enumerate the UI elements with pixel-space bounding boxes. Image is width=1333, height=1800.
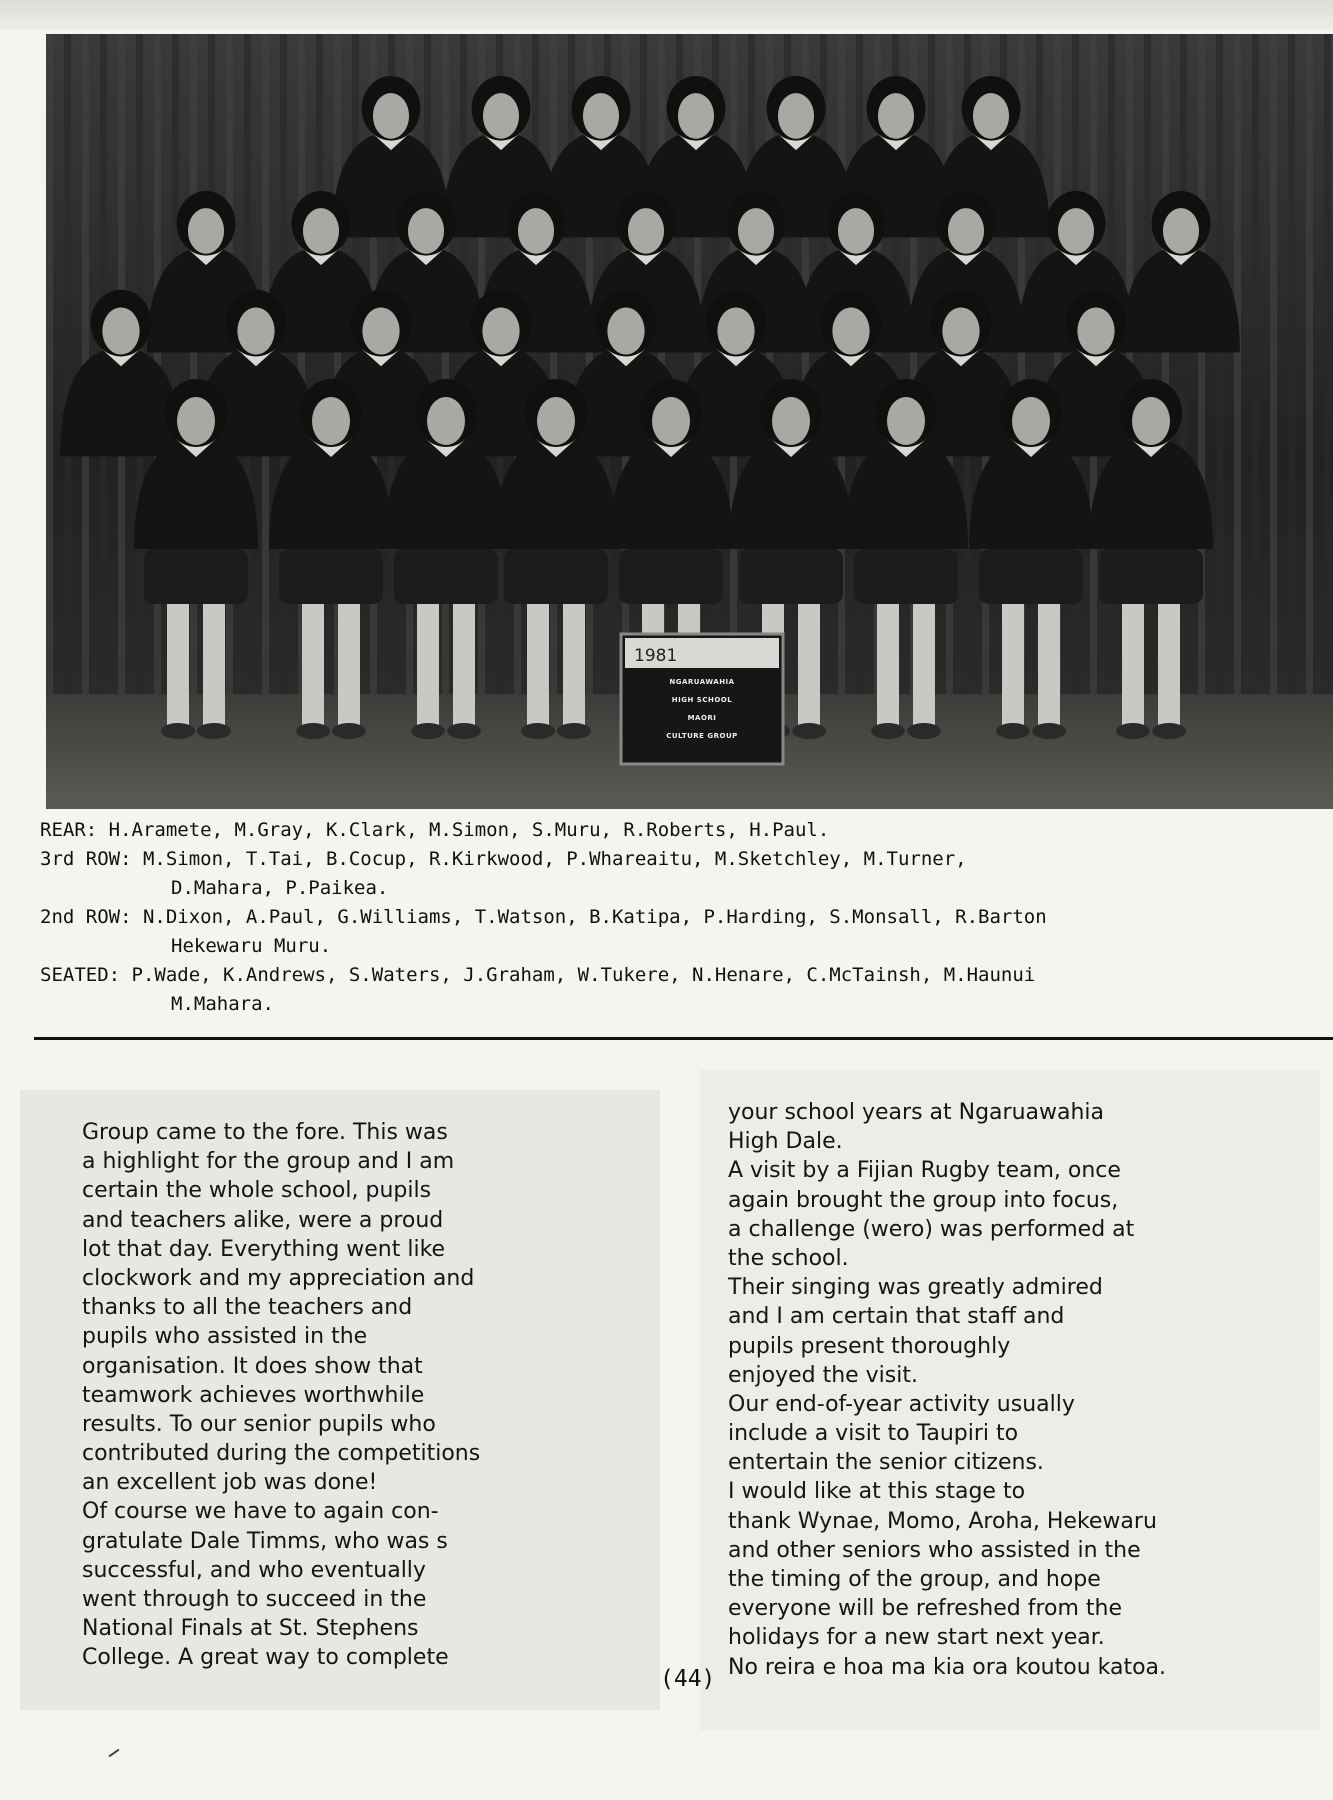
article-line: successful, and who eventually: [82, 1557, 426, 1583]
stray-pen-mark: [109, 1749, 120, 1758]
article-line: enjoyed the visit.: [728, 1362, 918, 1388]
article-line: pupils who assisted in the: [82, 1324, 368, 1350]
article-line: certain the whole school, pupils: [82, 1178, 432, 1204]
article-column-left: [82, 1118, 642, 1673]
article-line: Their singing was greatly admired: [728, 1275, 1103, 1301]
article-line: National Finals at St. Stephens: [82, 1616, 419, 1642]
caption-names: N.Dixon, A.Paul, G.Williams, T.Watson, B.Katipa, P.Harding, S.Monsall, R.Barton: [142, 906, 1047, 928]
caption-label: REAR:: [40, 819, 98, 841]
group-photo-illustration: [46, 34, 1333, 809]
school-sign: [621, 634, 783, 764]
caption-label: 3rd ROW:: [40, 848, 132, 870]
article-line: the school.: [728, 1245, 849, 1271]
article-line: College. A great way to complete: [82, 1645, 449, 1671]
article-line: lot that day. Everything went like: [82, 1236, 446, 1262]
sign-year: 1981: [634, 646, 678, 666]
article-line: thank Wynae, Momo, Aroha, Hekewaru: [728, 1508, 1157, 1534]
article-line: A visit by a Fijian Rugby team, once: [728, 1158, 1121, 1184]
article-line: holidays for a new start next year.: [728, 1625, 1105, 1651]
article-line: teamwork achieves worthwhile: [82, 1382, 425, 1408]
article-line: and other seniors who assisted in the: [728, 1537, 1141, 1563]
article-line: include a visit to Taupiri to: [728, 1421, 1019, 1447]
caption-names-continued: M.Mahara.: [171, 993, 274, 1015]
article-line: I would like at this stage to: [728, 1479, 1026, 1505]
caption-names-continued: Hekewaru Muru.: [171, 935, 332, 957]
article-line: again brought the group into focus,: [728, 1187, 1119, 1213]
article-line: everyone will be refreshed from the: [728, 1596, 1123, 1622]
article-line: an excellent job was done!: [82, 1470, 378, 1496]
sign-line-4: CULTURE GROUP: [666, 732, 738, 740]
sign-line-2: HIGH SCHOOL: [671, 696, 733, 704]
article-line: results. To our senior pupils who: [82, 1411, 436, 1437]
caption-names: H.Aramete, M.Gray, K.Clark, M.Simon, S.Muru, R.Roberts, H.Paul.: [108, 819, 830, 841]
article-column-right: [728, 1098, 1288, 1682]
photo-caption: [40, 816, 1330, 1019]
article-line: a challenge (wero) was performed at: [728, 1216, 1135, 1242]
article-line: pupils present thoroughly: [728, 1333, 1011, 1359]
caption-row-rear: [40, 816, 1330, 845]
article-line: Group came to the fore. This was: [82, 1120, 448, 1145]
caption-names: P.Wade, K.Andrews, S.Waters, J.Graham, W.Tukere, N.Henare, C.McTainsh, M.Haunui: [131, 964, 1036, 986]
article-line: High Dale.: [728, 1129, 843, 1155]
article-line: and teachers alike, were a proud: [82, 1207, 444, 1233]
article-line: and I am certain that staff and: [728, 1304, 1065, 1330]
page-number: (44): [660, 1666, 716, 1692]
divider-rule: [34, 1037, 1333, 1040]
article-line: went through to succeed in the: [82, 1587, 427, 1612]
caption-label: 2nd ROW:: [40, 906, 132, 928]
article-line: a highlight for the group and I am: [82, 1149, 455, 1175]
caption-names-continued: D.Mahara, P.Paikea.: [171, 877, 389, 899]
article-line: Our end-of-year activity usually: [728, 1391, 1075, 1417]
article-line: contributed during the competitions: [82, 1441, 481, 1467]
article-line: the timing of the group, and hope: [728, 1567, 1101, 1592]
article-line: organisation. It does show that: [82, 1353, 423, 1379]
article-line: No reira e hoa ma kia ora koutou katoa.: [728, 1654, 1167, 1680]
sign-line-3: MAORI: [687, 714, 717, 722]
article-line: entertain the senior citizens.: [728, 1450, 1044, 1476]
sign-line-1: NGARUAWAHIA: [669, 678, 735, 686]
article-line: thanks to all the teachers and: [82, 1295, 413, 1321]
caption-row-seated: [40, 961, 1330, 990]
article-line: clockwork and my appreciation and: [82, 1265, 475, 1291]
group-photo: [46, 34, 1333, 809]
article-line: your school years at Ngaruawahia: [728, 1100, 1105, 1125]
article-line: Of course we have to again con-: [82, 1499, 439, 1525]
caption-row-2nd: [40, 903, 1330, 932]
bleed-through-header: [0, 0, 1333, 30]
caption-names: M.Simon, T.Tai, B.Cocup, R.Kirkwood, P.Whareaitu, M.Sketchley, M.Turner,: [142, 848, 967, 870]
caption-row-3rd: [40, 845, 1330, 874]
caption-label: SEATED:: [40, 964, 121, 986]
article-line: gratulate Dale Timms, who was s: [82, 1528, 448, 1554]
